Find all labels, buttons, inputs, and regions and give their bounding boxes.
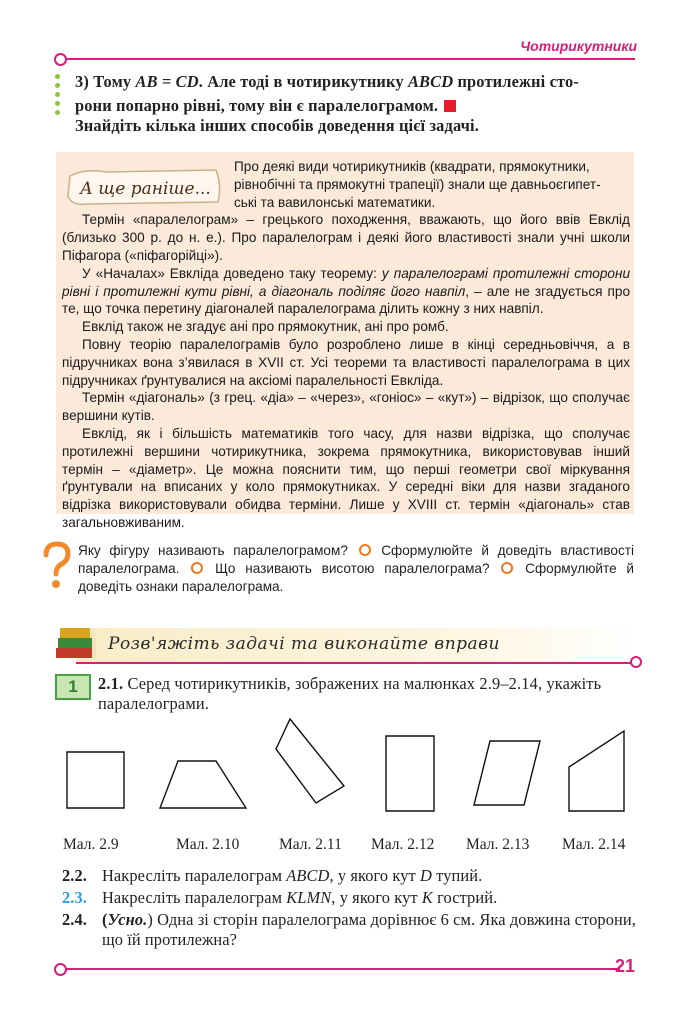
history-p4: Евклід також не згадує ані про прямокутник, ані про ромб. <box>82 319 449 335</box>
problem-2-3: 2.3. Накресліть паралелограм KLMN, у якого кут K гострий. <box>62 888 498 907</box>
chapter-title: Чотирикутники <box>520 38 637 54</box>
review-questions: Яку фігуру називають паралелограмом? Сформулюйте й доведіть властивості паралелограма. Що називають висотою паралелограма? Сформулюйте й доведіть ознаки паралелограма. <box>78 543 635 594</box>
figure-2-14-quadrilateral <box>569 731 624 811</box>
figure-2-10-trapezoid <box>160 761 246 808</box>
figure-2-9-square <box>67 752 124 808</box>
section-title: Розв'яжіть задачі та виконайте вправи <box>108 634 501 654</box>
proof-bullet-dots <box>55 74 61 119</box>
problem-2-2: 2.2. Накресліть паралелограм ABCD, у якого кут D тупий. <box>62 866 483 885</box>
books-icon <box>52 618 102 664</box>
caption-2-10: Мал. 2.10 <box>176 836 240 853</box>
caption-2-14: Мал. 2.14 <box>562 836 626 853</box>
history-p5: Повну теорію паралелограмів було розроблено лише в кінці середньовіччя, а в підручниках вона з’явилася в XVII ст. Усі теореми та властивості паралелограма в цих підручниках ґрунтувалися на аксіомі паралельності Евкліда. <box>62 336 630 388</box>
task-text: Знайдіть кілька інших способів доведення цієї задачі. <box>75 116 479 135</box>
bullet-circle-icon <box>359 544 371 556</box>
question-mark-icon <box>40 541 72 591</box>
footer-rule <box>60 968 620 970</box>
history-p1: Про деякі види чотирикутників (квадрати, прямокутники, рівнобічні та прямокутні трапеції) знали ще давньоєгипет- ські та вавилонські математики. <box>234 159 601 210</box>
history-p7: Евклід, як і більшість математиків того часу, для назви відрізка, що сполучає протилежні вершини чотирикутника, зокрема прямокутника, використовував інший термін – «діаметр». Це можна пояснити тим, що перші геометри свої міркування ґрунтували на вписаних у коло прямокутниках. У середні віки для назви згаданого відрізка використовували обидва терміни. Лише у XVIII ст. термін «діагональ» став загальновживаним. <box>62 425 630 530</box>
level-badge: 1 <box>55 674 91 700</box>
footer-rule-dot <box>54 963 67 976</box>
history-text <box>62 158 630 532</box>
page-number: 21 <box>614 956 635 976</box>
banner-rule-dot <box>630 656 642 668</box>
history-p2: Термін «паралелограм» – грецького походження, вважають, що його ввів Евклід (близько 300 р. до н. е.). Про паралелограм і деякі його властивості знали учні школи Піфагора («піфагорійці»). <box>62 212 630 263</box>
problem-2-4: 2.4. (Усно.) Одна зі сторін паралелограма дорівнює 6 см. Яка довжина сторони, що їй протилежна? <box>62 910 636 949</box>
caption-2-9: Мал. 2.9 <box>63 836 119 853</box>
bullet-circle-icon <box>501 562 513 574</box>
figure-2-13-parallelogram <box>474 741 540 805</box>
caption-2-12: Мал. 2.12 <box>371 836 435 853</box>
figure-2-12-rectangle <box>386 736 434 811</box>
proof-text: 3) Тому AB = CD. Але тоді в чотирикутнику ABCD протилежні сто- рони попарно рівні, тому він є паралелограмом. <box>75 72 579 115</box>
history-p6: Термін «діагональ» (з грец. «діа» – «через», «гоніос» – «кут») – відрізок, що сполучає вершини кутів. <box>62 390 630 424</box>
figures-row <box>0 715 695 825</box>
bullet-circle-icon <box>191 562 203 574</box>
end-of-proof-mark <box>444 100 456 112</box>
header-rule-dot <box>54 53 67 66</box>
caption-2-13: Мал. 2.13 <box>466 836 530 853</box>
history-p3: У «Началах» Евкліда доведено таку теорему: у паралелограмі протилежні сторони рівні і протилежні кути рівні, а діагональ поділяє його навпіл, – але не згадується про те, що точка перетину діагоналей паралелограма ділить кожну з них навпіл. <box>62 265 631 317</box>
figure-2-11-quadrilateral <box>276 719 344 803</box>
header-rule <box>60 58 635 60</box>
caption-2-11: Мал. 2.11 <box>279 836 342 853</box>
history-badge-label: А ще раніше... <box>80 179 211 199</box>
problem-2-1: 2.1. Серед чотирикутників, зображених на малюнках 2.9–2.14, укажіть паралелограми. <box>98 674 602 713</box>
